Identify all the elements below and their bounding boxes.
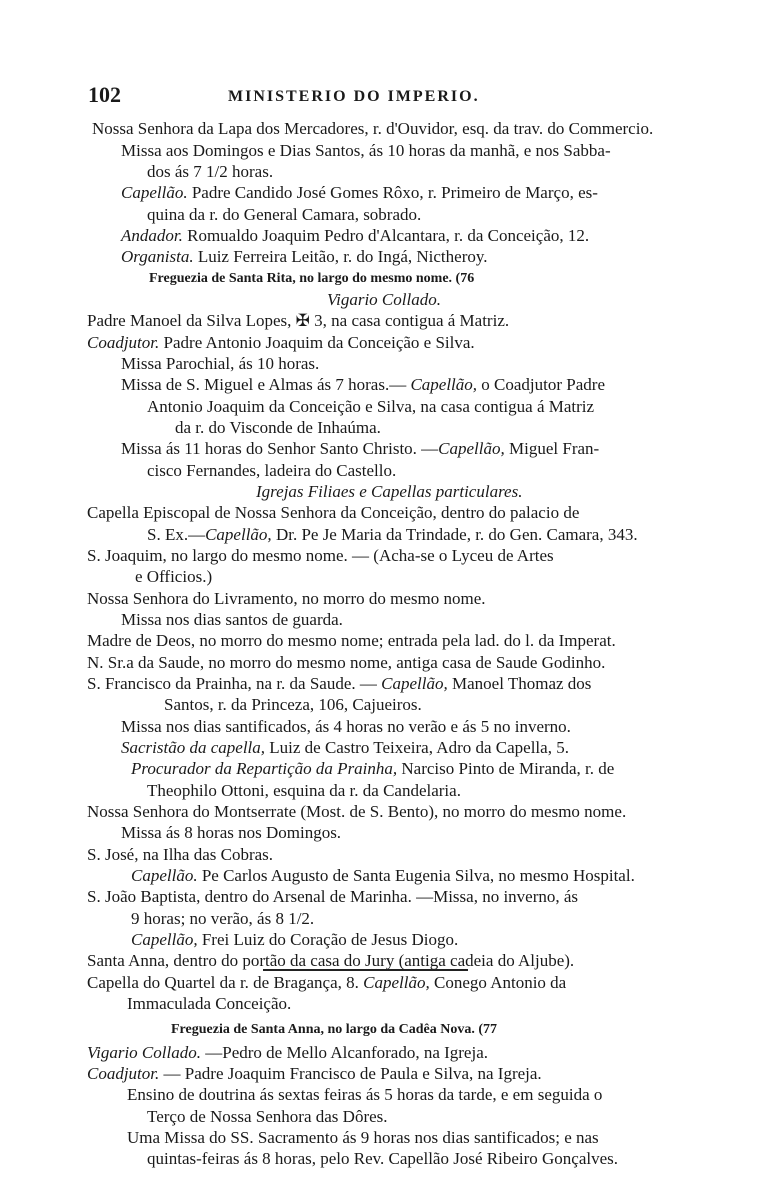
text-line (127, 993, 291, 1015)
text-run: Miguel Fran- (504, 439, 600, 458)
text-run: Missa de S. Miguel e Almas ás 7 horas.— (121, 375, 411, 394)
text-line (87, 502, 579, 524)
text-line (121, 822, 341, 844)
text-run: N. Sr.a da Saude, no morro do mesmo nome, antiga casa de Saude Godinho. (87, 653, 606, 672)
text-run: Romualdo Joaquim Pedro d'Alcantara, r. da Conceição, 12. (182, 226, 590, 245)
text-line (256, 481, 522, 503)
text-line (87, 673, 591, 695)
text-run: Ensino de doutrina ás sextas feiras ás 5 horas da tarde, e em seguida o (127, 1085, 603, 1104)
italic-text: Coadjutor. (87, 333, 160, 352)
text-line (147, 396, 594, 418)
text-run: Missa ás 11 horas do Senhor Santo Christo. — (121, 439, 439, 458)
text-run: Capella do Quartel da r. de Bragança, 8. (87, 973, 364, 992)
text-line (87, 545, 554, 567)
italic-text: Vigario Collado. (87, 1043, 201, 1062)
text-line (87, 630, 616, 652)
text-line (87, 844, 273, 866)
italic-text: Coadjutor. (87, 1064, 160, 1083)
text-line (121, 374, 605, 396)
text-run: Pe Carlos Augusto de Santa Eugenia Silva, no mesmo Hospital. (197, 866, 635, 885)
text-run: Missa nos dias santificados, ás 4 horas no verão e ás 5 no inverno. (121, 717, 571, 736)
text-run: Freguezia de Santa Rita, no largo do mesmo nome. (76 (149, 271, 475, 286)
text-run: Theophilo Ottoni, esquina da r. da Candelaria. (147, 781, 461, 800)
text-line (131, 758, 614, 780)
text-line (164, 694, 422, 716)
text-line (87, 1042, 488, 1064)
italic-text: Capellão. (131, 866, 198, 885)
text-run: S. José, na Ilha das Cobras. (87, 845, 274, 864)
page-number: 102 (88, 82, 121, 107)
text-line (87, 588, 486, 610)
italic-text: Organista. (121, 247, 194, 266)
text-line (121, 438, 599, 460)
text-line (121, 737, 569, 759)
italic-text: Capellão. (121, 183, 188, 202)
text-run: Nossa Senhora da Lapa dos Mercadores, r. d'Ouvidor, esq. da trav. do Commercio. (92, 119, 654, 138)
text-run: —Pedro de Mello Alcanforado, na Igreja. (200, 1043, 489, 1062)
text-run: Narciso Pinto de Miranda, r. de (397, 759, 615, 778)
text-line (131, 908, 314, 930)
text-line (121, 140, 611, 162)
text-run: 9 horas; no verão, ás 8 1/2. (131, 909, 315, 928)
section-divider (263, 969, 468, 971)
text-run: Santa Anna, dentro do portão da casa do Jury (antiga cadeia do Aljube). (87, 951, 575, 970)
text-line (121, 225, 589, 247)
text-line (127, 1084, 602, 1106)
text-run: e Officios.) (135, 567, 213, 586)
italic-text: Sacristão da capella, (121, 738, 266, 757)
text-run: S. Joaquim, no largo do mesmo nome. — (Acha-se o Lyceu de Artes (87, 546, 554, 565)
text-run: Padre Candido José Gomes Rôxo, r. Primeiro de Março, es- (187, 183, 598, 202)
text-run: cisco Fernandes, ladeira do Castello. (147, 461, 397, 480)
text-line (87, 801, 626, 823)
text-line (121, 716, 571, 738)
text-run: Uma Missa do SS. Sacramento ás 9 horas nos dias santificados; e nas (127, 1128, 599, 1147)
text-run: Luiz de Castro Teixeira, Adro da Capella, 5. (265, 738, 569, 757)
text-run: Immaculada Conceição. (127, 994, 292, 1013)
text-line (121, 609, 343, 631)
text-run: S. João Baptista, dentro do Arsenal de Marinha. —Missa, no inverno, ás (87, 887, 579, 906)
section-heading (171, 1019, 497, 1041)
text-run: Missa Parochial, ás 10 horas. (121, 354, 320, 373)
text-line (87, 652, 605, 674)
text-run: Luiz Ferreira Leitão, r. do Ingá, Nictheroy. (193, 247, 488, 266)
text-run: S. Ex.— (147, 525, 206, 544)
text-run: Nossa Senhora do Livramento, no morro do mesmo nome. (87, 589, 486, 608)
italic-text: Procurador da Repartição da Prainha, (131, 759, 398, 778)
text-line (135, 566, 212, 588)
text-run: Frei Luiz do Coração de Jesus Diogo. (197, 930, 459, 949)
text-line (131, 865, 635, 887)
text-run: quina da r. do General Camara, sobrado. (147, 205, 422, 224)
italic-text: Capellão, (131, 930, 198, 949)
text-line (87, 1063, 542, 1085)
text-line (147, 204, 421, 226)
italic-text: Capellão, (438, 439, 505, 458)
text-line (147, 1148, 618, 1170)
text-run: quintas-feiras ás 8 horas, pelo Rev. Capellão José Ribeiro Gonçalves. (147, 1149, 618, 1168)
text-run: da r. do Visconde de Inhaúma. (175, 418, 381, 437)
section-heading (149, 268, 474, 290)
text-line (121, 246, 488, 268)
italic-text: Capellão, (205, 525, 272, 544)
text-run: — Padre Joaquim Francisco de Paula e Silva, na Igreja. (159, 1064, 542, 1083)
text-line (87, 972, 566, 994)
text-line (327, 289, 441, 311)
text-line (121, 353, 319, 375)
text-line (87, 332, 475, 354)
italic-text: Capellão, (363, 973, 430, 992)
italic-text: Capellão, (410, 375, 478, 394)
text-run: Padre Manoel da Silva Lopes, ✠ 3, na casa contigua á Matriz. (87, 311, 510, 330)
text-line (87, 886, 578, 908)
text-run: Capella Episcopal de Nossa Senhora da Conceição, dentro do palacio de (87, 503, 580, 522)
text-run: Manoel Thomaz dos (447, 674, 592, 693)
text-run: Santos, r. da Princeza, 106, Cajueiros. (164, 695, 422, 714)
italic-text: Capellão, (381, 674, 448, 693)
running-header: MINISTERIO DO IMPERIO. (228, 88, 480, 105)
text-run: Freguezia de Santa Anna, no largo da Cadêa Nova. (77 (171, 1022, 498, 1037)
text-run: Nossa Senhora do Montserrate (Most. de S. Bento), no morro do mesmo nome. (87, 802, 627, 821)
text-line (147, 161, 273, 183)
text-line (147, 524, 638, 546)
italic-text: Igrejas Filiaes e Capellas particulares. (256, 482, 523, 501)
text-line (147, 780, 461, 802)
italic-text: Vigario Collado. (327, 290, 441, 309)
text-run: S. Francisco da Prainha, na r. da Saude. — (87, 674, 382, 693)
text-line (92, 118, 653, 140)
text-run: o Coadjutor Padre (477, 375, 605, 394)
text-line (147, 460, 396, 482)
text-run: Missa ás 8 horas nos Domingos. (121, 823, 342, 842)
text-run: Missa aos Domingos e Dias Santos, ás 10 horas da manhã, e nos Sabba- (121, 141, 611, 160)
text-run: Dr. Pe Je Maria da Trindade, r. do Gen. Camara, 343. (271, 525, 638, 544)
text-run: Missa nos dias santos de guarda. (121, 610, 343, 629)
text-run: Antonio Joaquim da Conceição e Silva, na casa contigua á Matriz (147, 397, 595, 416)
text-run: Terço de Nossa Senhora das Dôres. (147, 1107, 388, 1126)
text-run: dos ás 7 1/2 horas. (147, 162, 274, 181)
text-line (131, 929, 458, 951)
text-run: Madre de Deos, no morro do mesmo nome; entrada pela lad. do l. da Imperat. (87, 631, 616, 650)
text-line (147, 1106, 388, 1128)
italic-text: Andador. (121, 226, 183, 245)
text-run: Padre Antonio Joaquim da Conceição e Silva. (159, 333, 475, 352)
text-line (87, 310, 509, 332)
text-line (121, 182, 598, 204)
text-line (127, 1127, 599, 1149)
text-line (175, 417, 381, 439)
text-run: Conego Antonio da (429, 973, 567, 992)
